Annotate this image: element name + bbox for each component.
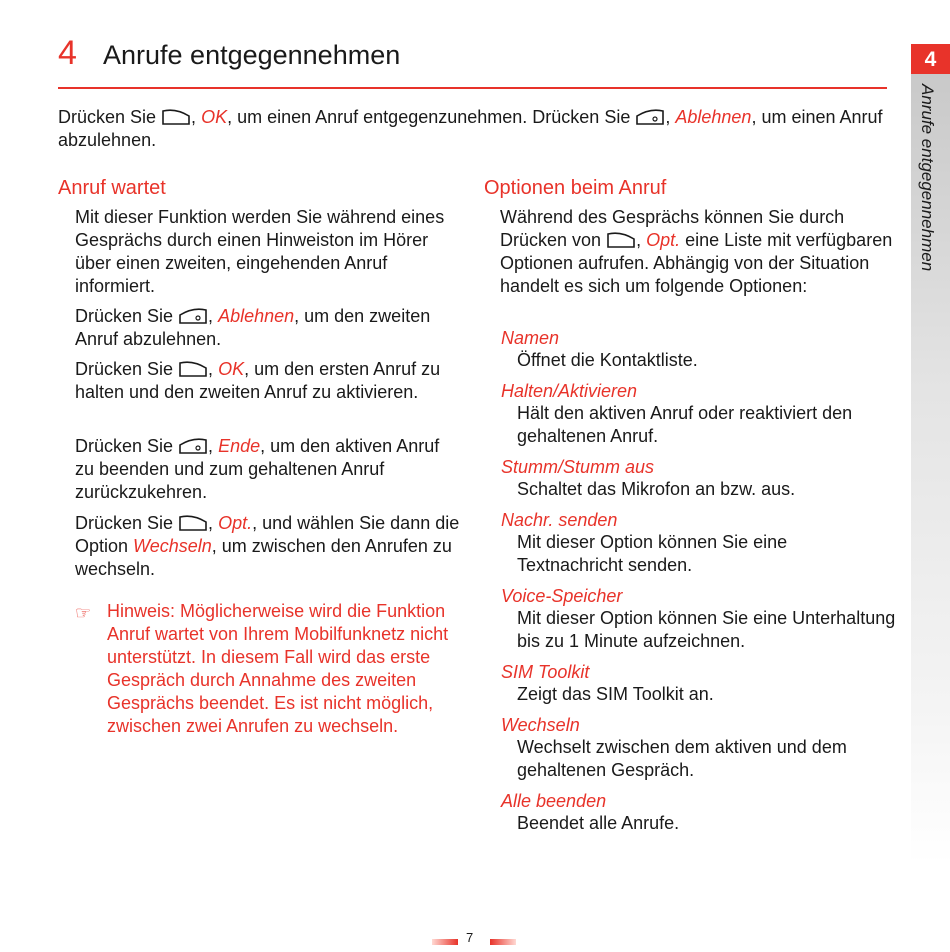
list-item <box>501 380 896 448</box>
left-softkey-icon <box>178 514 208 532</box>
option-name: Wechseln <box>133 536 212 556</box>
left-softkey-icon <box>606 231 636 249</box>
option-description: Beendet alle Anrufe. <box>517 813 680 833</box>
note-box <box>75 600 465 738</box>
call-waiting-reject: Drücken Sie , Ablehnen, um den zweiten Anruf abzulehnen. <box>75 306 431 349</box>
intro-text: , um einen Anruf entgegenzunehmen. Drücken Sie <box>227 107 636 127</box>
option-description: Mit dieser Option können Sie eine Textnachricht senden. <box>517 532 788 575</box>
text: , um den aktiven Anruf zu beenden und zum gehaltenen Anruf zurückzukehren. <box>75 436 440 502</box>
option-description: Mit dieser Option können Sie eine Unterhaltung bis zu 1 Minute aufzeichnen. <box>517 608 896 651</box>
chapter-title: Anrufe entgegennehmen <box>103 40 401 70</box>
footer-bar-left <box>432 939 458 945</box>
command: Opt. <box>646 230 681 250</box>
page-number: 7 <box>466 930 474 945</box>
text: Drücken Sie <box>75 359 179 379</box>
list-item <box>501 714 896 782</box>
title-rule <box>58 87 887 89</box>
option-term: Stumm/Stumm aus <box>501 457 655 477</box>
chapter-number: 4 <box>58 34 77 72</box>
call-waiting-end: Drücken Sie , Ende, um den aktiven Anruf zu beenden und zum gehaltenen Anruf zurückzukehren. <box>75 436 440 502</box>
option-term: SIM Toolkit <box>501 662 590 682</box>
note-body: Möglicherweise wird die Funktion Anruf wartet von Ihrem Mobilfunknetz nicht unterstützt. In diesem Fall wird das erste Gespräch durch Annahme des zweiten Gesprächs beendet. Es ist nicht möglich, zwischen zwei Anrufen zu wechseln. <box>107 601 449 736</box>
pointing-hand-icon: ☞ <box>75 603 92 623</box>
right-softkey-icon <box>635 108 665 126</box>
section-heading-options: Optionen beim Anruf <box>484 177 667 199</box>
list-item <box>501 456 896 501</box>
right-softkey-icon <box>178 307 208 325</box>
command: Ende <box>218 436 261 456</box>
text: Drücken Sie <box>75 306 179 326</box>
note-text <box>107 600 465 738</box>
text: , um zwischen den Anrufen zu wechseln. <box>75 536 452 579</box>
list-item <box>501 661 896 706</box>
list-item <box>501 327 896 372</box>
option-term: Nachr. senden <box>501 510 618 530</box>
right-softkey-icon <box>178 437 208 455</box>
text: , um den ersten Anruf zu halten und den zweiten Anruf zu aktivieren. <box>75 359 441 402</box>
call-waiting-description: Mit dieser Funktion werden Sie während eines Gesprächs durch einen Hinweiston im Hörer über einen zweiten, eingehenden Anruf informiert. <box>75 207 445 296</box>
option-term: Voice-Speicher <box>501 586 623 606</box>
side-tab-label: Anrufe entgegennehmen <box>918 84 937 272</box>
call-waiting-hold: Drücken Sie , OK, um den ersten Anruf zu halten und den zweiten Anruf zu aktivieren. <box>75 359 441 402</box>
left-softkey-icon <box>178 360 208 378</box>
command: OK <box>218 359 245 379</box>
intro-text: , um einen Anruf abzulehnen. <box>58 107 883 150</box>
option-description: Zeigt das SIM Toolkit an. <box>517 684 714 704</box>
list-item <box>501 585 896 653</box>
text: Drücken Sie <box>75 513 179 533</box>
text: Drücken Sie <box>75 436 179 456</box>
note-label: Hinweis: <box>107 601 176 621</box>
option-term: Alle beenden <box>501 791 607 811</box>
options-list <box>501 327 896 843</box>
list-item <box>501 790 896 835</box>
intro-text: Drücken Sie <box>58 107 162 127</box>
text: eine Liste mit verfügbaren Optionen aufrufen. Abhängig von der Situation handelt es sich um folgende Optionen: <box>500 230 893 296</box>
command: Opt. <box>218 513 253 533</box>
option-term: Halten/Aktivieren <box>501 381 638 401</box>
intro-paragraph: Drücken Sie , OK, um einen Anruf entgegenzunehmen. Drücken Sie , Ablehnen, um einen Anruf abzulehnen. <box>58 107 883 150</box>
call-waiting-switch: Drücken Sie , Opt., und wählen Sie dann die Option Wechseln, um zwischen den Anrufen zu wechseln. <box>75 513 460 579</box>
text: Während des Gesprächs können Sie durch Drücken von <box>500 207 845 250</box>
list-item <box>501 509 896 577</box>
left-softkey-icon <box>161 108 191 126</box>
option-description: Öffnet die Kontaktliste. <box>517 350 698 370</box>
ok-command: OK <box>201 107 228 127</box>
options-intro: Während des Gesprächs können Sie durch Drücken von , Opt. eine Liste mit verfügbaren Optionen aufrufen. Abhängig von der Situation handelt es sich um folgende Optionen: <box>500 207 893 296</box>
option-term: Namen <box>501 328 560 348</box>
command: Ablehnen <box>218 306 295 326</box>
footer-bar-right <box>490 939 516 945</box>
text: , um den zweiten Anruf abzulehnen. <box>75 306 431 349</box>
text: , und wählen Sie dann die Option <box>75 513 460 556</box>
option-description: Wechselt zwischen dem aktiven und dem gehaltenen Gespräch. <box>517 737 847 780</box>
option-term: Wechseln <box>501 715 580 735</box>
option-description: Schaltet das Mikrofon an bzw. aus. <box>517 479 796 499</box>
ablehnen-command: Ablehnen <box>675 107 752 127</box>
side-tab-number: 4 <box>911 44 950 74</box>
section-heading-call-waiting: Anruf wartet <box>58 177 166 199</box>
option-description: Hält den aktiven Anruf oder reaktiviert den gehaltenen Anruf. <box>517 403 853 446</box>
